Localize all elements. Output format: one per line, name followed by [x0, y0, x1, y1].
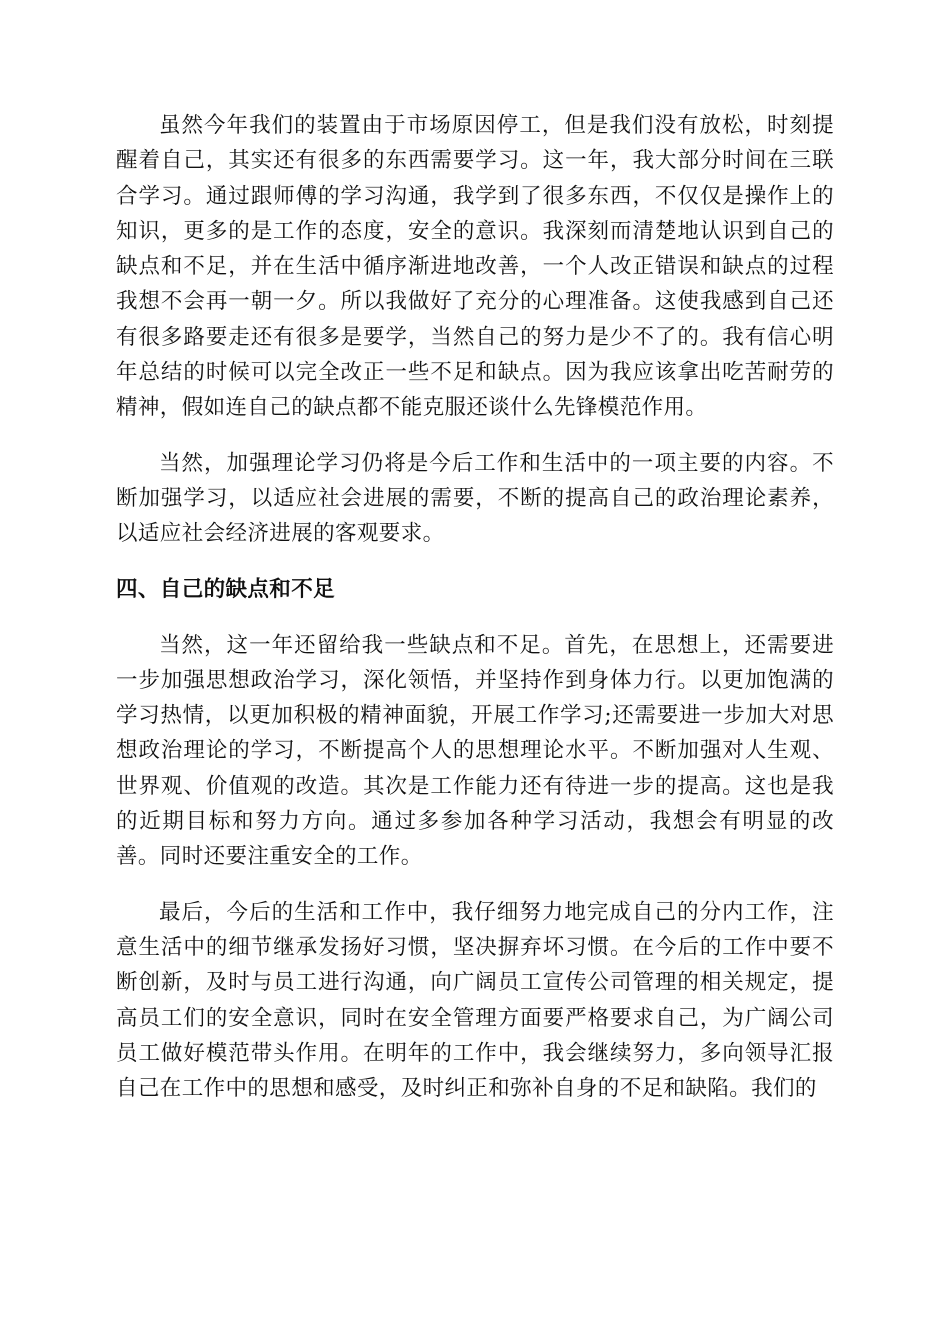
section-heading: 四、自己的缺点和不足 — [116, 576, 336, 602]
paragraph-future: 最后，今后的生活和工作中，我仔细努力地完成自己的分内工作，注意生活中的细节继承发扬好习惯，坚决摒弃坏习惯。在今后的工作中要不断创新，及时与员工进行沟通，向广阔员工宣传公司管理的相关规定，提高员工们的安全意识，同时在安全管理方面要严格要求自己，为广阔公司员工做好模范带头作用。在明年的工作中，我会继续努力，多向领导汇报自己在工作中的思想和感受，及时纠正和弥补自身的不足和缺陷。我们的 — [116, 899, 834, 1102]
document-page — [116, 108, 834, 1106]
paragraph-theory: 当然，加强理论学习仍将是今后工作和生活中的一项主要的内容。不断加强学习，以适应社会进展的需要，不断的提高自己的政治理论素养，以适应社会经济进展的客观要求。 — [116, 450, 834, 547]
paragraph-shortcomings: 当然，这一年还留给我一些缺点和不足。首先，在思想上，还需要进一步加强思想政治学习，深化领悟，并坚持作到身体力行。以更加饱满的学习热情，以更加积极的精神面貌，开展工作学习;还需要进一步加大对思想政治理论的学习，不断提高个人的思想理论水平。不断加强对人生观、世界观、价值观的改造。其次是工作能力还有待进一步的提高。这也是我的近期目标和努力方向。通过多参加各种学习活动，我想会有明显的改善。同时还要注重安全的工作。 — [116, 632, 834, 870]
paragraph-study: 虽然今年我们的装置由于市场原因停工，但是我们没有放松，时刻提醒着自己，其实还有很多的东西需要学习。这一年，我大部分时间在三联合学习。通过跟师傅的学习沟通，我学到了很多东西，不仅仅是操作上的知识，更多的是工作的态度，安全的意识。我深刻而清楚地认识到自己的缺点和不足，并在生活中循序渐进地改善，一个人改正错误和缺点的过程我想不会再一朝一夕。所以我做好了充分的心理准备。这使我感到自己还有很多路要走还有很多是要学，当然自己的努力是少不了的。我有信心明年总结的时候可以完全改正一些不足和缺点。因为我应该拿出吃苦耐劳的精神，假如连自己的缺点都不能克服还谈什么先锋模范作用。 — [116, 113, 834, 421]
